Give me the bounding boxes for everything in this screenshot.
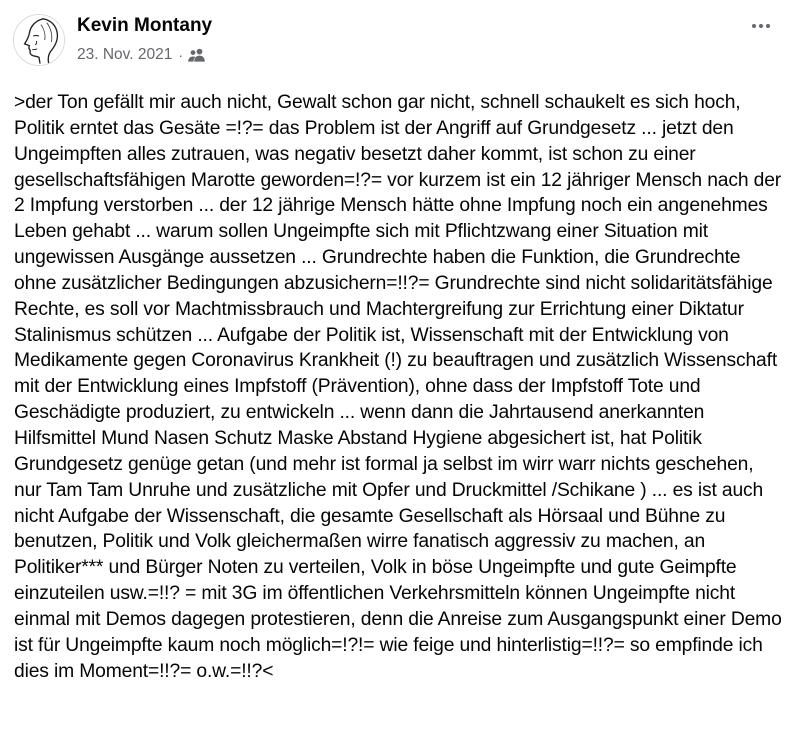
post-header	[0, 0, 796, 80]
more-options-icon-dot	[766, 24, 770, 28]
more-options-icon	[752, 24, 756, 28]
post-body-text: >der Ton gefällt mir auch nicht, Gewalt schon gar nicht, schnell schaukelt es sich hoch, Politik erntet das Gesäte =!?= das Problem ist der Angriff auf Grundgesetz ... jetzt den Ungeimpften alles zutrauen, was negativ besetzt daher kommt, ist schon zu einer gesellschaftsfähigen Marotte geworden=!?= vor kurzem ist ein 12 jähriger Mensch nach der 2 Impfung verstorben ... der 12 jährige Mensch hätte ohne Impfung noch ein angenehmes Leben gehabt ... warum sollen Ungeimpfte sich mit Pflichtzwang einer Situation mit ungewissen Ausgänge aussetzen ... Grundrechte haben die Funktion, die Grundrechte ohne zusätzlicher Bedingungen abzusichern=!!?= Grundrechte sind nicht solidaritätsfähige Rechte, es soll vor Machtmissbrauch und Machtergreifung zur Errichtung einer Diktatur Stalinismus schützen ... Aufgabe der Politik ist, Wissenschaft mit der Entwicklung von Medikamente gegen Coronavirus Krankheit (!) zu beauftragen und zusätzlich Wissenschaft mit der Entwicklung eines Impfstoff (Prävention), ohne dass der Impfstoff Tote und Geschädigte produziert, zu entwickeln ... wenn dann die Jahrtausend anerkannten Hilfsmittel Mund Nasen Schutz Maske Abstand Hygiene abgesichert ist, hat Politik Grundgesetz genüge getan (und mehr ist formal ja selbst im wirr warr nichts geschehen, nur Tam Tam Unruhe und zusätzliche mit Opfer und Druckmittel /Schikane ) ... es ist auch nicht Aufgabe der Wissenschaft, die gesamte Gesellschaft als Hörsaal und Bühne zu benutzen, Politik und Volk gleichermaßen wirre fanatisch aggressiv zu machen, an Politiker*** und Bürger Noten zu verteilen, Volk in böse Ungeimpfte und gute Geimpfte einzuteilen usw.=!!? = mit 3G im öffentlichen Verkehrsmitteln können Ungeimpfte nicht einmal mit Demos dagegen protestieren, denn die Anreise zum Ausgangspunkt einer Demo ist für Ungeimpfte kaum noch möglich=!?!= wie feige und hinterlistig=!!?= so empfinde ich dies im Moment=!!?= o.w.=!!?<	[14, 92, 782, 682]
avatar[interactable]	[13, 14, 65, 66]
more-options-button[interactable]	[746, 14, 776, 38]
post-meta	[77, 45, 205, 65]
avatar-sketch-icon	[14, 15, 64, 65]
post-date[interactable]: 23. Nov. 2021	[77, 46, 173, 63]
author-name[interactable]: Kevin Montany	[77, 15, 213, 36]
friends-icon[interactable]	[188, 48, 205, 62]
more-options-icon-dot	[759, 24, 763, 28]
meta-separator: ·	[178, 47, 184, 63]
